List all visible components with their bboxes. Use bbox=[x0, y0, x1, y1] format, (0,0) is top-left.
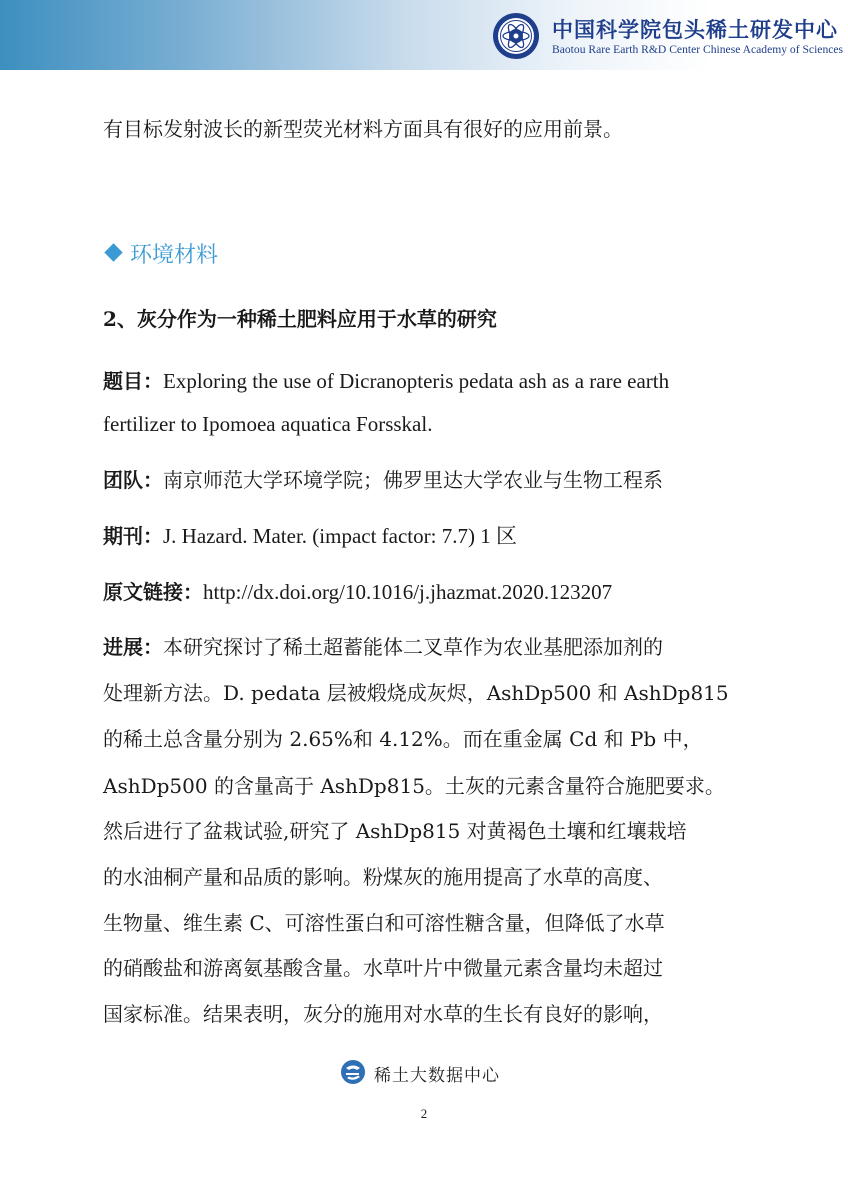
journal-row bbox=[103, 526, 517, 547]
progress-line-5: 然后进行了盆栽试验,研究了 AshDp815 对黄褐色土壤和红壤栽培 bbox=[103, 819, 687, 843]
progress-line-6: 的水油桐产量和品质的影响。粉煤灰的施用提高了水草的高度、 bbox=[103, 865, 663, 889]
progress-line-1 bbox=[103, 637, 663, 657]
progress-line-2: 处理新方法。D. pedata 层被煅烧成灰烬，AshDp500 和 AshDp815 bbox=[103, 681, 729, 705]
team-label: 团队： bbox=[103, 468, 163, 492]
org-name-cn: 中国科学院包头稀土研发中心 bbox=[552, 17, 838, 42]
cas-emblem-icon bbox=[492, 12, 540, 60]
diamond-bullet-icon bbox=[104, 243, 122, 261]
link-label: 原文链接： bbox=[103, 580, 203, 604]
rare-earth-data-logo-icon bbox=[340, 1059, 366, 1085]
progress-line-4: AshDp500 的含量高于 AshDp815。土灰的元素含量符合施肥要求。 bbox=[103, 774, 725, 798]
progress-line-3: 的稀土总含量分别为 2.65%和 4.12%。而在重金属 Cd 和 Pb 中， bbox=[103, 727, 703, 751]
section-title-text: 环境材料 bbox=[130, 243, 219, 268]
title-line-2: fertilizer to Ipomoea aquatica Forsskal. bbox=[103, 412, 433, 436]
title-line-1: Exploring the use of Dicranopteris pedata ash as a rare earth bbox=[163, 369, 670, 393]
progress-line-7: 生物量、维生素 C、可溶性蛋白和可溶性糖含量，但降低了水草 bbox=[103, 911, 665, 935]
progress-line-8: 的硝酸盐和游离氨基酸含量。水草叶片中微量元素含量均未超过 bbox=[103, 956, 663, 980]
title-row bbox=[103, 371, 669, 392]
doi-link[interactable]: http://dx.doi.org/10.1016/j.jhazmat.2020.123207 bbox=[203, 580, 613, 604]
progress-line-9: 国家标准。结果表明，灰分的施用对水草的生长有良好的影响， bbox=[103, 1002, 663, 1026]
org-name-en: Baotou Rare Earth R&D Center Chinese Academy of Sciences bbox=[552, 43, 844, 56]
article-heading: 2、灰分作为一种稀土肥料应用于水草的研究 bbox=[103, 307, 497, 331]
page-number: 2 bbox=[420, 1106, 428, 1121]
journal-label: 期刊： bbox=[103, 524, 163, 548]
journal-value: J. Hazard. Mater. (impact factor: 7.7) 1 区 bbox=[163, 524, 517, 548]
section-title bbox=[103, 238, 218, 269]
progress-label: 进展： bbox=[103, 635, 163, 659]
title-label: 题目： bbox=[103, 369, 163, 393]
team-value: 南京师范大学环境学院；佛罗里达大学农业与生物工程系 bbox=[163, 468, 663, 492]
footer-brand-name: 稀土大数据中心 bbox=[374, 1066, 500, 1086]
team-row bbox=[103, 470, 663, 490]
progress-text: 本研究探讨了稀土超蓄能体二叉草作为农业基肥添加剂的 bbox=[163, 635, 663, 659]
intro-text: 有目标发射波长的新型荧光材料方面具有很好的应用前景。 bbox=[103, 117, 623, 141]
page-header bbox=[0, 0, 848, 70]
link-row bbox=[103, 582, 612, 603]
